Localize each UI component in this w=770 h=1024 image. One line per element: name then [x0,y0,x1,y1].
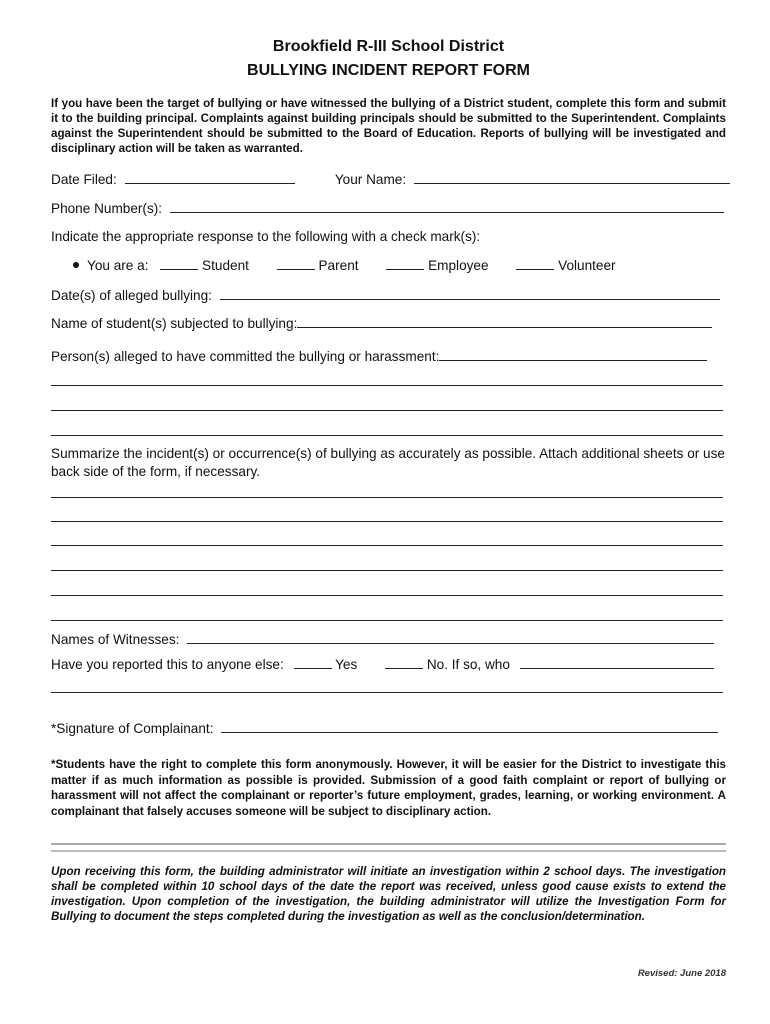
persons-line[interactable] [51,410,723,411]
witnesses-row [51,630,726,648]
dates-field[interactable] [220,286,720,300]
yes-label: Yes [335,657,358,672]
summary-line[interactable] [51,595,723,596]
reported-label: Have you reported this to anyone else: [51,657,284,672]
investigation-notice: Upon receiving this form, the building administrator will initiate an investigation within 2 school days. The investigation shall be completed within 10 school days of the date the report was received, unless good cause exists to extend the investigation. Upon completion of the investigation, the building administrator will utilize the Investigation Form for Bullying to document the steps completed during the investigation as well as the conclusion/determination. [51,865,726,923]
anonymity-note: *Students have the right to complete this form anonymously. However, it will be easier for the District to investigate this matter if as much information as possible is provided. Submission of a good faith complaint or report of bullying or harassment will not affect the complainant or reporter’s future employment, grades, learning, or working environment. A complainant that falsely accuses someone will be subject to disciplinary action. [51,758,726,818]
date-filed-field[interactable] [125,170,295,184]
revised-date: Revised: June 2018 [637,968,726,979]
phone-label: Phone Number(s): [51,201,163,216]
bullet-icon [73,262,79,268]
parent-label: Parent [318,258,359,273]
your-name-field[interactable] [414,170,730,184]
reported-line[interactable] [51,692,723,693]
employee-check[interactable] [386,256,424,270]
your-name-label: Your Name: [334,172,407,187]
no-label: No. If so, who [426,657,510,672]
signature-row [51,719,726,737]
summary-line[interactable] [51,620,723,621]
district-name: Brookfield R-III School District [272,38,505,55]
no-check[interactable] [385,655,423,669]
summarize-instruction: Summarize the incident(s) or occurrence(s) of bullying as accurately as possible. Attach additional sheets or use back side of the form, if necessary. [51,446,725,479]
students-label: Name of student(s) subjected to bullying: [51,316,298,331]
signature-field[interactable] [221,719,718,733]
form-title: BULLYING INCIDENT REPORT FORM [247,62,530,79]
dates-label: Date(s) of alleged bullying: [51,288,212,303]
intro-paragraph: If you have been the target of bullying or have witnessed the bullying of a District student, complete this form and submit it to the building principal. Complaints against building principals should be submitted to the Superintendent. Complaints against the Superintendent should be submitted to the Board of Education. Reports of bullying will be investigated and disciplinary action will be taken as warranted. [51,97,726,155]
yes-check[interactable] [294,655,332,669]
divider [51,850,726,852]
persons-line[interactable] [51,435,723,436]
persons-row [51,347,726,365]
summary-line[interactable] [51,521,723,522]
witnesses-label: Names of Witnesses: [51,632,180,647]
dates-row [51,286,726,304]
phone-row [51,199,726,217]
persons-label: Person(s) alleged to have committed the bullying or harassment: [51,349,440,364]
persons-line[interactable] [51,385,723,386]
students-field[interactable] [297,314,712,328]
role-row [51,256,726,274]
summary-line[interactable] [51,570,723,571]
employee-label: Employee [428,258,489,273]
you-are-label: You are a: [87,258,149,273]
parent-check[interactable] [277,256,315,270]
summary-line[interactable] [51,545,723,546]
reported-row [51,655,726,673]
phone-field[interactable] [170,199,724,213]
witnesses-field[interactable] [187,630,714,644]
divider [51,843,726,845]
summary-line[interactable] [51,497,723,498]
volunteer-check[interactable] [516,256,554,270]
persons-field[interactable] [439,347,707,361]
date-name-row [51,170,726,188]
students-row [51,314,726,332]
student-label: Student [202,258,249,273]
volunteer-label: Volunteer [558,258,616,273]
signature-label: *Signature of Complainant: [51,721,214,736]
indicate-instruction: Indicate the appropriate response to the following with a check mark(s): [51,229,481,244]
reported-who-field[interactable] [520,655,714,669]
date-filed-label: Date Filed: [51,172,117,187]
student-check[interactable] [160,256,198,270]
